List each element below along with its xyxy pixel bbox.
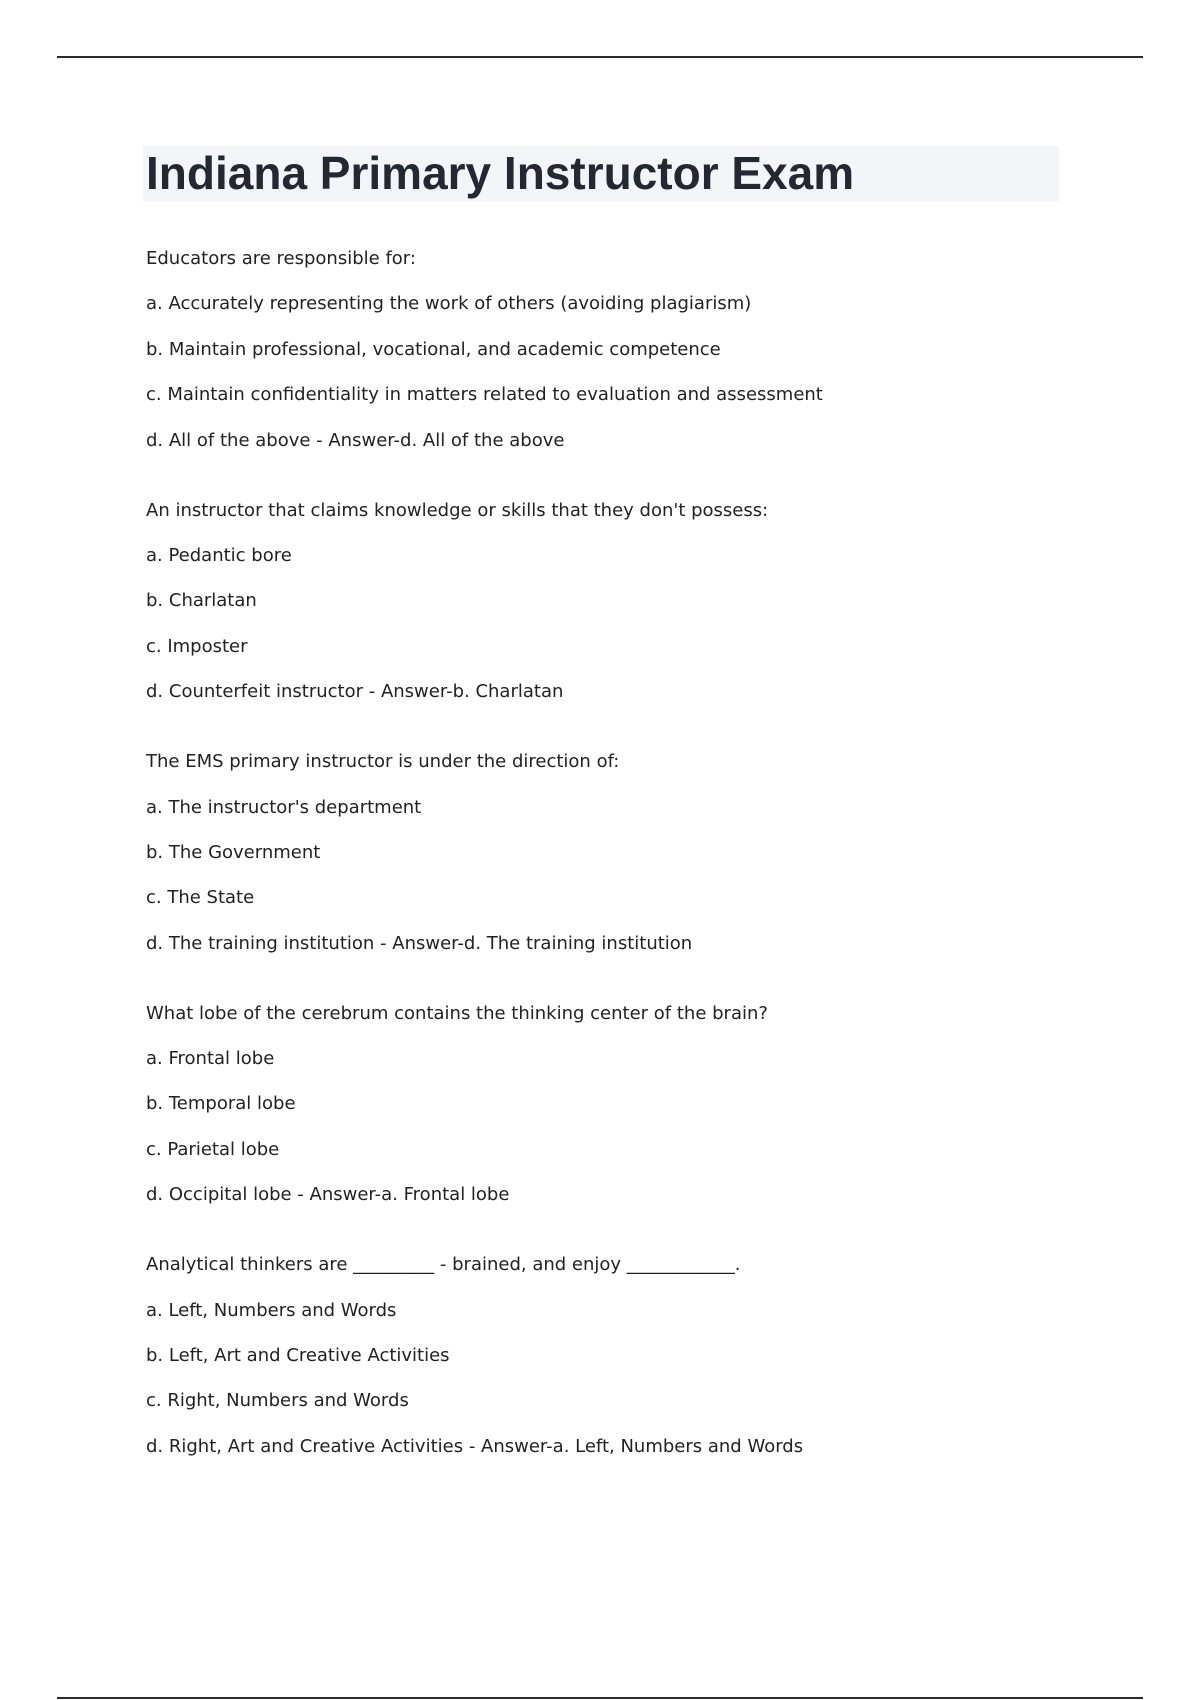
header-rule bbox=[57, 56, 1143, 58]
answer-option: c. Imposter bbox=[146, 635, 248, 657]
answer-option: b. Charlatan bbox=[146, 590, 257, 612]
question-block bbox=[146, 246, 1066, 453]
answer-option-with-key: d. The training institution - Answer-d. The training institution bbox=[146, 932, 693, 954]
page-title: Indiana Primary Instructor Exam bbox=[146, 147, 855, 199]
question-list bbox=[146, 246, 1066, 1504]
question-prompt: An instructor that claims knowledge or skills that they don't possess: bbox=[146, 499, 769, 521]
answer-option: a. The instructor's department bbox=[146, 796, 422, 818]
question-block bbox=[146, 1001, 1066, 1208]
answer-option-with-key: d. All of the above - Answer-d. All of the above bbox=[146, 429, 565, 451]
answer-option: a. Left, Numbers and Words bbox=[146, 1299, 397, 1321]
question-block bbox=[146, 749, 1066, 956]
answer-option: b. The Government bbox=[146, 841, 321, 863]
answer-option: a. Accurately representing the work of others (avoiding plagiarism) bbox=[146, 293, 752, 315]
answer-option: b. Temporal lobe bbox=[146, 1093, 296, 1115]
answer-option: c. Right, Numbers and Words bbox=[146, 1390, 409, 1412]
footer-rule bbox=[57, 1697, 1143, 1699]
question-block bbox=[146, 1252, 1066, 1459]
answer-option: c. The State bbox=[146, 887, 255, 909]
question-prompt: Analytical thinkers are _________ - brained, and enjoy ____________. bbox=[146, 1254, 741, 1276]
answer-option: a. Pedantic bore bbox=[146, 544, 292, 566]
question-prompt: What lobe of the cerebrum contains the thinking center of the brain? bbox=[146, 1002, 768, 1024]
answer-option: a. Frontal lobe bbox=[146, 1048, 275, 1070]
answer-option: c. Maintain confidentiality in matters related to evaluation and assessment bbox=[146, 384, 823, 406]
answer-option-with-key: d. Right, Art and Creative Activities - Answer-a. Left, Numbers and Words bbox=[146, 1435, 804, 1457]
answer-option: c. Parietal lobe bbox=[146, 1138, 280, 1160]
question-prompt: The EMS primary instructor is under the direction of: bbox=[146, 751, 620, 773]
answer-option: b. Left, Art and Creative Activities bbox=[146, 1345, 450, 1367]
answer-option-with-key: d. Occipital lobe - Answer-a. Frontal lobe bbox=[146, 1184, 510, 1206]
question-block bbox=[146, 498, 1066, 705]
answer-option-with-key: d. Counterfeit instructor - Answer-b. Charlatan bbox=[146, 681, 564, 703]
question-prompt: Educators are responsible for: bbox=[146, 248, 416, 269]
answer-option: b. Maintain professional, vocational, and academic competence bbox=[146, 338, 721, 360]
